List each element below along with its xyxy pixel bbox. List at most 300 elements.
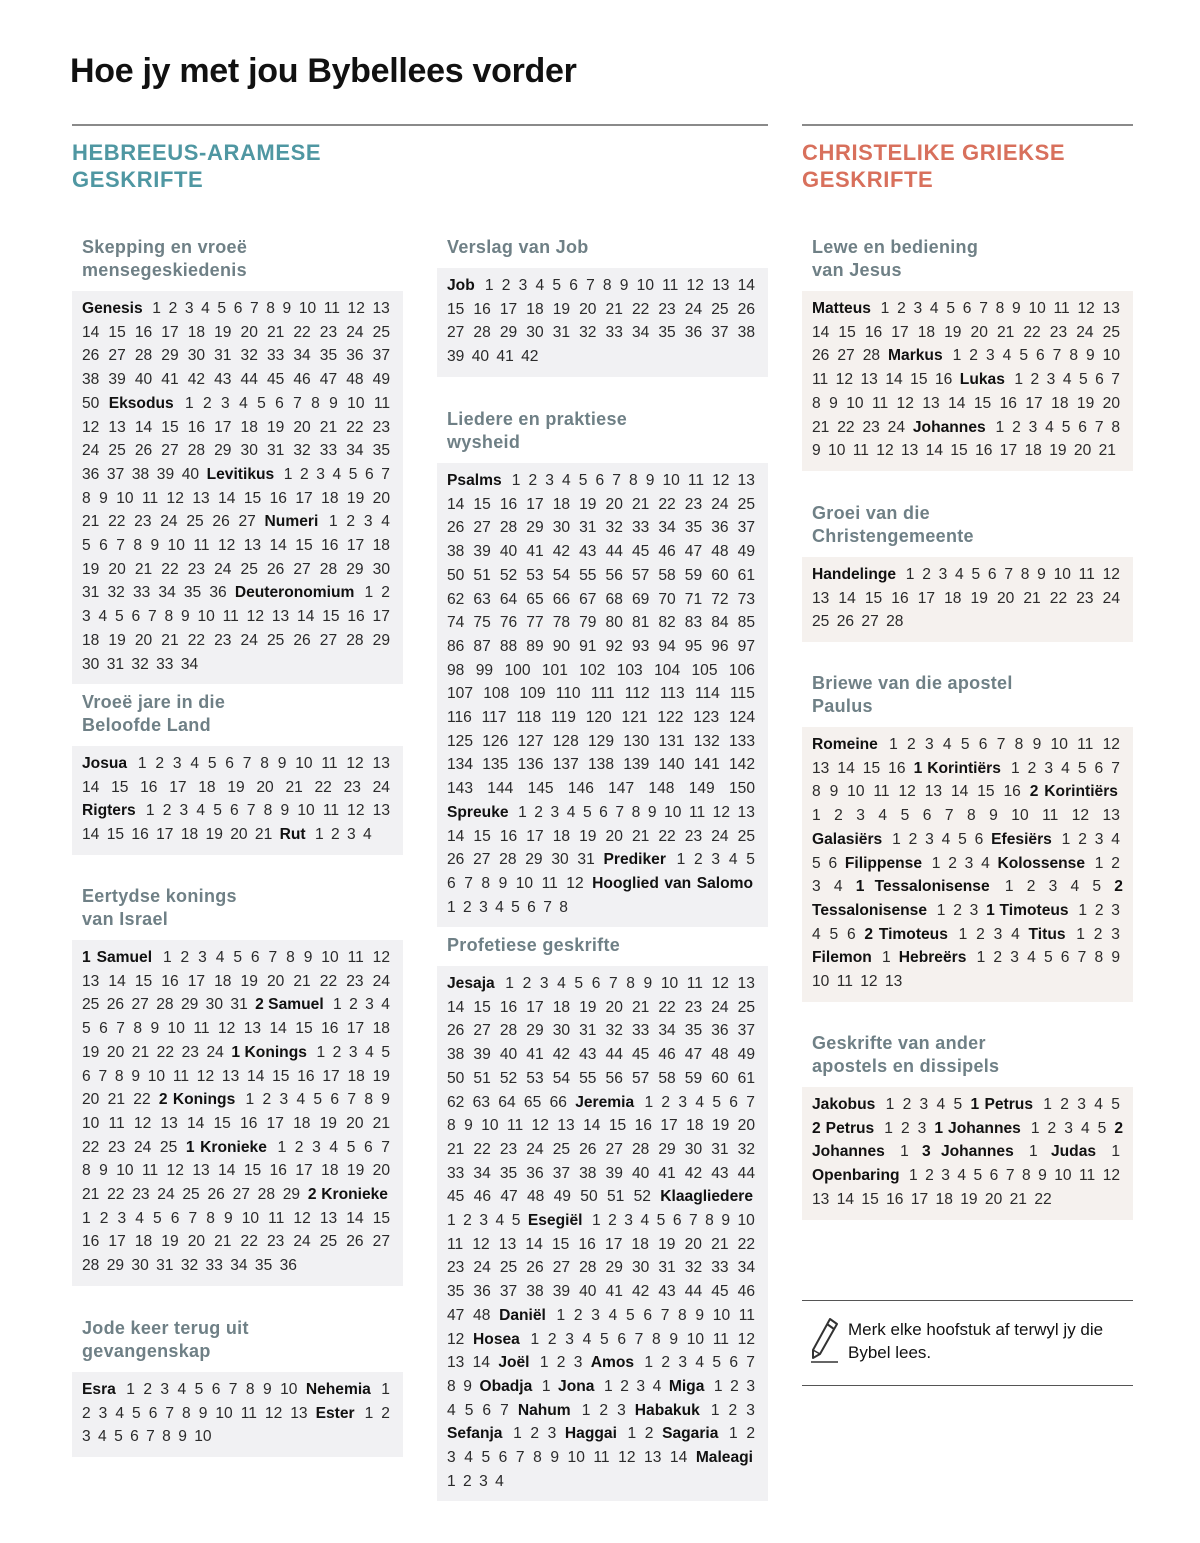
chapter-checkbox[interactable]: 10 (147, 1067, 166, 1085)
chapter-checkbox[interactable]: 3 (913, 300, 923, 317)
chapter-checkbox[interactable]: 6 (447, 874, 456, 892)
chapter-checkbox[interactable]: 45 (266, 371, 285, 389)
chapter-checkbox[interactable]: 4 (464, 1449, 473, 1467)
chapter-checkbox[interactable]: 4 (981, 854, 990, 872)
chapter-checkbox[interactable]: 2 (900, 1119, 910, 1137)
chapter-checkbox[interactable]: 19 (1076, 394, 1095, 412)
chapter-checkbox[interactable]: 7 (1052, 347, 1062, 365)
chapter-checkbox[interactable]: 22 (156, 1043, 175, 1061)
chapter-checkbox[interactable]: 45 (711, 1283, 729, 1301)
chapter-checkbox[interactable]: 5 (1078, 371, 1088, 389)
chapter-checkbox[interactable]: 13 (192, 1162, 210, 1180)
chapter-checkbox[interactable]: 2 (599, 1401, 609, 1419)
chapter-checkbox[interactable]: 75 (473, 614, 491, 632)
chapter-checkbox[interactable]: 11 (852, 442, 869, 460)
chapter-checkbox[interactable]: 21 (285, 778, 303, 796)
chapter-checkbox[interactable]: 48 (711, 1046, 729, 1064)
chapter-checkbox[interactable]: 28 (862, 347, 881, 365)
chapter-checkbox[interactable]: 1 (884, 1119, 893, 1137)
chapter-checkbox[interactable]: 47 (500, 1188, 518, 1206)
chapter-checkbox[interactable]: 17 (660, 1117, 678, 1135)
chapter-checkbox[interactable]: 98 (447, 661, 465, 679)
chapter-checkbox[interactable]: 8 (114, 1067, 124, 1085)
chapter-checkbox[interactable]: 22 (187, 631, 206, 649)
chapter-checkbox[interactable]: 3 (1064, 1119, 1073, 1137)
chapter-checkbox[interactable]: 1 (881, 949, 891, 967)
chapter-checkbox[interactable]: 36 (82, 465, 100, 483)
chapter-checkbox[interactable]: 31 (156, 1257, 174, 1275)
chapter-checkbox[interactable]: 54 (552, 1069, 571, 1087)
chapter-checkbox[interactable]: 31 (577, 851, 595, 869)
chapter-checkbox[interactable]: 125 (447, 732, 474, 750)
chapter-checkbox[interactable]: 12 (711, 975, 729, 992)
chapter-checkbox[interactable]: 6 (569, 277, 578, 294)
chapter-checkbox[interactable]: 8 (602, 277, 612, 294)
chapter-checkbox[interactable]: 21 (372, 1114, 391, 1132)
chapter-checkbox[interactable]: 12 (264, 1404, 283, 1422)
chapter-checkbox[interactable]: 78 (552, 614, 571, 632)
chapter-checkbox[interactable]: 9 (303, 949, 313, 966)
chapter-checkbox[interactable]: 15 (243, 489, 262, 507)
chapter-checkbox[interactable]: 2 (1012, 418, 1021, 436)
chapter-checkbox[interactable]: 41 (605, 1283, 623, 1301)
chapter-checkbox[interactable]: 35 (684, 519, 703, 537)
chapter-checkbox[interactable]: 36 (473, 1283, 491, 1301)
chapter-checkbox[interactable]: 5 (213, 802, 222, 820)
chapter-checkbox[interactable]: 4 (196, 802, 206, 820)
chapter-checkbox[interactable]: 86 (447, 637, 465, 655)
chapter-checkbox[interactable]: 19 (1049, 442, 1067, 460)
chapter-checkbox[interactable]: 1 (958, 925, 968, 943)
chapter-checkbox[interactable]: 1 (316, 1043, 326, 1061)
chapter-checkbox[interactable]: 97 (737, 637, 755, 655)
chapter-checkbox[interactable]: 16 (187, 418, 206, 436)
chapter-checkbox[interactable]: 63 (473, 590, 491, 608)
chapter-checkbox[interactable]: 2 (746, 1425, 755, 1443)
chapter-checkbox[interactable]: 30 (551, 851, 569, 869)
chapter-checkbox[interactable]: 72 (711, 590, 729, 608)
chapter-checkbox[interactable]: 13 (812, 759, 830, 777)
chapter-checkbox[interactable]: 27 (473, 1022, 491, 1040)
chapter-checkbox[interactable]: 17 (917, 589, 936, 607)
chapter-checkbox[interactable]: 25 (240, 560, 258, 578)
chapter-checkbox[interactable]: 2 (1111, 854, 1120, 872)
chapter-checkbox[interactable]: 14 (812, 323, 830, 341)
chapter-checkbox[interactable]: 7 (249, 300, 259, 317)
chapter-checkbox[interactable]: 149 (688, 780, 715, 798)
chapter-checkbox[interactable]: 4 (296, 1091, 306, 1109)
chapter-checkbox[interactable]: 3 (1048, 878, 1058, 896)
chapter-checkbox[interactable]: 6 (82, 1067, 91, 1085)
chapter-checkbox[interactable]: 30 (552, 519, 571, 537)
chapter-checkbox[interactable]: 24 (887, 418, 906, 436)
chapter-checkbox[interactable]: 10 (298, 300, 317, 317)
chapter-checkbox[interactable]: 20 (82, 1091, 100, 1109)
chapter-checkbox[interactable]: 10 (241, 1209, 260, 1227)
chapter-checkbox[interactable]: 8 (286, 949, 295, 966)
chapter-checkbox[interactable]: 18 (526, 300, 544, 318)
chapter-checkbox[interactable]: 41 (161, 371, 179, 389)
chapter-checkbox[interactable]: 5 (1043, 949, 1053, 967)
chapter-checkbox[interactable]: 3 (591, 1306, 600, 1324)
chapter-checkbox[interactable]: 18 (552, 998, 571, 1016)
chapter-checkbox[interactable]: 19 (711, 1117, 730, 1135)
chapter-checkbox[interactable]: 6 (599, 803, 608, 821)
chapter-checkbox[interactable]: 37 (737, 519, 755, 537)
chapter-checkbox[interactable]: 29 (605, 1259, 623, 1277)
chapter-checkbox[interactable]: 19 (227, 778, 245, 796)
chapter-checkbox[interactable]: 3 (447, 1449, 456, 1467)
chapter-checkbox[interactable]: 3 (993, 925, 1003, 943)
chapter-checkbox[interactable]: 24 (157, 1186, 175, 1204)
chapter-checkbox[interactable]: 25 (1102, 323, 1120, 341)
chapter-checkbox[interactable]: 13 (221, 1067, 240, 1085)
chapter-checkbox[interactable]: 2 (330, 826, 340, 844)
chapter-checkbox[interactable]: 5 (1111, 1096, 1120, 1113)
chapter-checkbox[interactable]: 6 (595, 472, 605, 489)
chapter-checkbox[interactable]: 142 (729, 756, 756, 774)
chapter-checkbox[interactable]: 5 (132, 1404, 141, 1422)
chapter-checkbox[interactable]: 2 (180, 949, 190, 966)
chapter-checkbox[interactable]: 8 (705, 1212, 714, 1230)
chapter-checkbox[interactable]: 6 (330, 1091, 340, 1109)
chapter-checkbox[interactable]: 10 (712, 1306, 731, 1324)
chapter-checkbox[interactable]: 56 (605, 1069, 623, 1087)
chapter-checkbox[interactable]: 38 (526, 1283, 544, 1301)
chapter-checkbox[interactable]: 3 (812, 878, 821, 896)
chapter-checkbox[interactable]: 2 (908, 830, 918, 848)
chapter-checkbox[interactable]: 8 (1021, 1167, 1031, 1185)
chapter-checkbox[interactable]: 47 (319, 371, 338, 389)
chapter-checkbox[interactable]: 10 (481, 1117, 499, 1135)
chapter-checkbox[interactable]: 3 (711, 851, 721, 869)
chapter-checkbox[interactable]: 50 (580, 1188, 598, 1206)
chapter-checkbox[interactable]: 12 (896, 394, 914, 412)
chapter-checkbox[interactable]: 3 (1046, 371, 1056, 389)
chapter-checkbox[interactable]: 39 (156, 465, 175, 483)
chapter-checkbox[interactable]: 96 (711, 637, 729, 655)
chapter-checkbox[interactable]: 6 (99, 1020, 108, 1038)
chapter-checkbox[interactable]: 1 (364, 1404, 374, 1422)
chapter-checkbox[interactable]: 7 (1111, 759, 1120, 777)
chapter-checkbox[interactable]: 5 (217, 300, 227, 317)
chapter-checkbox[interactable]: 1 (812, 807, 821, 825)
chapter-checkbox[interactable]: 10 (846, 394, 864, 412)
chapter-checkbox[interactable]: 18 (552, 495, 571, 513)
chapter-checkbox[interactable]: 60 (711, 566, 729, 584)
chapter-checkbox[interactable]: 30 (205, 996, 224, 1014)
chapter-checkbox[interactable]: 19 (82, 560, 100, 578)
chapter-checkbox[interactable]: 4 (957, 1167, 967, 1185)
chapter-checkbox[interactable]: 2 (463, 1472, 472, 1490)
chapter-checkbox[interactable]: 26 (526, 1259, 544, 1277)
chapter-checkbox[interactable]: 4 (929, 300, 939, 317)
chapter-checkbox[interactable]: 16 (297, 1067, 315, 1085)
chapter-checkbox[interactable]: 9 (150, 537, 160, 555)
chapter-checkbox[interactable]: 7 (500, 1401, 509, 1419)
chapter-checkbox[interactable]: 11 (1042, 807, 1059, 825)
chapter-checkbox[interactable]: 41 (658, 1164, 676, 1182)
chapter-checkbox[interactable]: 9 (1038, 1167, 1047, 1185)
chapter-checkbox[interactable]: 63 (472, 1093, 490, 1111)
chapter-checkbox[interactable]: 23 (346, 972, 364, 990)
chapter-checkbox[interactable]: 2 (976, 925, 985, 943)
chapter-checkbox[interactable]: 22 (658, 827, 676, 845)
chapter-checkbox[interactable]: 44 (605, 543, 623, 561)
chapter-checkbox[interactable]: 81 (631, 614, 650, 632)
chapter-checkbox[interactable]: 8 (966, 807, 976, 825)
chapter-checkbox[interactable]: 11 (141, 1162, 159, 1180)
chapter-checkbox[interactable]: 136 (517, 756, 544, 774)
chapter-checkbox[interactable]: 17 (295, 489, 313, 507)
chapter-checkbox[interactable]: 1 (447, 1212, 456, 1230)
chapter-checkbox[interactable]: 17 (161, 323, 179, 341)
chapter-checkbox[interactable]: 11 (686, 975, 703, 992)
chapter-checkbox[interactable]: 148 (648, 780, 675, 798)
chapter-checkbox[interactable]: 4 (495, 898, 504, 916)
chapter-checkbox[interactable]: 21 (1009, 1190, 1027, 1208)
chapter-checkbox[interactable]: 39 (552, 1283, 571, 1301)
chapter-checkbox[interactable]: 14 (82, 778, 100, 796)
chapter-checkbox[interactable]: 6 (846, 925, 856, 943)
chapter-checkbox[interactable]: 33 (266, 347, 285, 365)
chapter-checkbox[interactable]: 19 (108, 631, 126, 649)
chapter-checkbox[interactable]: 13 (319, 1209, 338, 1227)
chapter-checkbox[interactable]: 10 (280, 1381, 298, 1398)
chapter-checkbox[interactable]: 20 (984, 1190, 1003, 1208)
chapter-checkbox[interactable]: 5 (346, 1138, 356, 1156)
chapter-checkbox[interactable]: 138 (588, 756, 615, 774)
chapter-checkbox[interactable]: 2 (522, 975, 532, 992)
chapter-checkbox[interactable]: 24 (711, 495, 729, 513)
chapter-checkbox[interactable]: 15 (213, 1114, 231, 1132)
chapter-checkbox[interactable]: 11 (1077, 736, 1094, 753)
chapter-checkbox[interactable]: 14 (950, 783, 969, 801)
chapter-checkbox[interactable]: 8 (652, 1330, 661, 1348)
chapter-checkbox[interactable]: 6 (962, 300, 972, 317)
chapter-checkbox[interactable]: 18 (347, 1067, 365, 1085)
chapter-checkbox[interactable]: 13 (737, 472, 755, 489)
chapter-checkbox[interactable]: 4 (1011, 925, 1020, 943)
chapter-checkbox[interactable]: 12 (1102, 736, 1120, 753)
chapter-checkbox[interactable]: 23 (447, 1259, 465, 1277)
chapter-checkbox[interactable]: 21 (447, 1140, 465, 1158)
chapter-checkbox[interactable]: 4 (640, 1212, 650, 1230)
chapter-checkbox[interactable]: 7 (148, 608, 157, 626)
chapter-checkbox[interactable]: 18 (293, 1114, 311, 1132)
chapter-checkbox[interactable]: 28 (156, 996, 174, 1014)
chapter-checkbox[interactable]: 27 (447, 324, 465, 342)
chapter-checkbox[interactable]: 20 (684, 1235, 702, 1253)
chapter-checkbox[interactable]: 24 (133, 1138, 152, 1156)
chapter-checkbox[interactable]: 15 (473, 495, 491, 513)
chapter-checkbox[interactable]: 6 (922, 807, 932, 825)
chapter-checkbox[interactable]: 12 (217, 537, 236, 555)
chapter-checkbox[interactable]: 16 (269, 489, 287, 507)
chapter-checkbox[interactable]: 10 (1054, 1167, 1072, 1185)
chapter-checkbox[interactable]: 3 (919, 1096, 929, 1113)
chapter-checkbox[interactable]: 12 (447, 1330, 465, 1348)
chapter-checkbox[interactable]: 40 (579, 1283, 597, 1301)
chapter-checkbox[interactable]: 8 (1014, 736, 1024, 753)
chapter-checkbox[interactable]: 30 (552, 1022, 571, 1040)
chapter-checkbox[interactable]: 14 (108, 972, 126, 990)
chapter-checkbox[interactable]: 6 (482, 1401, 492, 1419)
chapter-checkbox[interactable]: 2 (381, 584, 390, 602)
chapter-checkbox[interactable]: 4 (936, 1096, 946, 1113)
chapter-checkbox[interactable]: 28 (579, 1259, 597, 1277)
chapter-checkbox[interactable]: 4 (177, 1381, 187, 1398)
chapter-checkbox[interactable]: 8 (995, 300, 1005, 317)
chapter-checkbox[interactable]: 13 (712, 277, 730, 294)
chapter-checkbox[interactable]: 10 (321, 949, 339, 966)
chapter-checkbox[interactable]: 37 (106, 465, 125, 483)
chapter-checkbox[interactable]: 16 (321, 537, 339, 555)
chapter-checkbox[interactable]: 9 (463, 1377, 472, 1395)
chapter-checkbox[interactable]: 35 (499, 1164, 518, 1182)
chapter-checkbox[interactable]: 5 (82, 1020, 91, 1038)
chapter-checkbox[interactable]: 9 (550, 1449, 559, 1467)
chapter-checkbox[interactable]: 21 (266, 323, 285, 341)
chapter-checkbox[interactable]: 5 (574, 975, 584, 992)
chapter-checkbox[interactable]: 16 (82, 1233, 100, 1251)
chapter-checkbox[interactable]: 25 (737, 495, 755, 513)
chapter-checkbox[interactable]: 2 (897, 300, 906, 317)
chapter-checkbox[interactable]: 21 (1098, 442, 1116, 460)
chapter-checkbox[interactable]: 3 (479, 898, 488, 916)
chapter-checkbox[interactable]: 21 (812, 418, 830, 436)
chapter-checkbox[interactable]: 3 (1028, 418, 1038, 436)
chapter-checkbox[interactable]: 19 (944, 323, 962, 341)
chapter-checkbox[interactable]: 50 (447, 1069, 465, 1087)
chapter-checkbox[interactable]: 7 (612, 472, 621, 489)
chapter-checkbox[interactable]: 31 (579, 519, 597, 537)
chapter-checkbox[interactable]: 13 (644, 1449, 662, 1467)
chapter-checkbox[interactable]: 7 (615, 803, 625, 821)
chapter-checkbox[interactable]: 1 (1076, 925, 1085, 943)
chapter-checkbox[interactable]: 6 (1095, 371, 1104, 389)
chapter-checkbox[interactable]: 18 (82, 631, 100, 649)
chapter-checkbox[interactable]: 140 (658, 756, 685, 774)
chapter-checkbox[interactable]: 123 (693, 709, 720, 727)
chapter-checkbox[interactable]: 5 (960, 736, 970, 753)
chapter-checkbox[interactable]: 3 (198, 949, 207, 966)
chapter-checkbox[interactable]: 24 (160, 513, 178, 531)
chapter-checkbox[interactable]: 37 (499, 1283, 518, 1301)
chapter-checkbox[interactable]: 20 (134, 631, 153, 649)
chapter-checkbox[interactable]: 3 (1077, 1096, 1086, 1113)
chapter-checkbox[interactable]: 13 (108, 418, 126, 436)
chapter-checkbox[interactable]: 15 (551, 1235, 570, 1253)
chapter-checkbox[interactable]: 12 (835, 371, 854, 389)
chapter-checkbox[interactable]: 23 (343, 778, 361, 796)
chapter-checkbox[interactable]: 15 (608, 1117, 627, 1135)
chapter-checkbox[interactable]: 26 (737, 300, 755, 318)
chapter-checkbox[interactable]: 1 (976, 949, 986, 967)
chapter-checkbox[interactable]: 16 (634, 1117, 652, 1135)
chapter-checkbox[interactable]: 43 (579, 1046, 597, 1064)
chapter-checkbox[interactable]: 1 (644, 1354, 654, 1372)
chapter-checkbox[interactable]: 17 (1025, 394, 1043, 412)
chapter-checkbox[interactable]: 24 (240, 631, 258, 649)
chapter-checkbox[interactable]: 6 (498, 1449, 508, 1467)
chapter-checkbox[interactable]: 5 (953, 1096, 963, 1113)
chapter-checkbox[interactable]: 1 (908, 1167, 918, 1185)
chapter-checkbox[interactable]: 14 (82, 323, 100, 341)
chapter-checkbox[interactable]: 17 (526, 827, 544, 845)
chapter-checkbox[interactable]: 2 (82, 1404, 91, 1422)
chapter-checkbox[interactable]: 73 (737, 590, 755, 608)
chapter-checkbox[interactable]: 40 (499, 1046, 518, 1064)
chapter-checkbox[interactable]: 47 (684, 1046, 703, 1064)
chapter-checkbox[interactable]: 7 (944, 807, 954, 825)
chapter-checkbox[interactable]: 8 (447, 1377, 456, 1395)
chapter-checkbox[interactable]: 3 (347, 826, 356, 844)
chapter-checkbox[interactable]: 9 (1086, 347, 1095, 365)
chapter-checkbox[interactable]: 32 (293, 442, 311, 460)
chapter-checkbox[interactable]: 20 (579, 300, 597, 318)
chapter-checkbox[interactable]: 41 (526, 1046, 544, 1064)
chapter-checkbox[interactable]: 4 (495, 1212, 505, 1230)
chapter-checkbox[interactable]: 20 (106, 1043, 125, 1061)
chapter-checkbox[interactable]: 33 (156, 655, 174, 673)
chapter-checkbox[interactable]: 92 (605, 637, 623, 655)
chapter-checkbox[interactable]: 23 (319, 323, 338, 341)
chapter-checkbox[interactable]: 32 (107, 584, 125, 602)
chapter-checkbox[interactable]: 11 (323, 300, 340, 317)
chapter-checkbox[interactable]: 6 (131, 608, 141, 626)
chapter-checkbox[interactable]: 27 (161, 442, 179, 460)
chapter-checkbox[interactable]: 1 (581, 1401, 591, 1419)
chapter-checkbox[interactable]: 21 (631, 495, 650, 513)
chapter-checkbox[interactable]: 17 (169, 778, 187, 796)
chapter-checkbox[interactable]: 28 (499, 1022, 518, 1040)
chapter-checkbox[interactable]: 3 (160, 1381, 170, 1398)
chapter-checkbox[interactable]: 6 (617, 1330, 626, 1348)
chapter-checkbox[interactable]: 26 (134, 442, 153, 460)
chapter-checkbox[interactable]: 3 (179, 802, 189, 820)
chapter-checkbox[interactable]: 15 (838, 323, 856, 341)
chapter-checkbox[interactable]: 4 (608, 1306, 618, 1324)
chapter-checkbox[interactable]: 22 (108, 513, 126, 531)
chapter-checkbox[interactable]: 18 (631, 1235, 649, 1253)
chapter-checkbox[interactable]: 1 (1043, 1096, 1052, 1113)
chapter-checkbox[interactable]: 70 (658, 590, 676, 608)
chapter-checkbox[interactable]: 3 (964, 854, 974, 872)
chapter-checkbox[interactable]: 53 (526, 566, 544, 584)
chapter-checkbox[interactable]: 8 (133, 1020, 143, 1038)
chapter-checkbox[interactable]: 52 (633, 1188, 651, 1206)
chapter-checkbox[interactable]: 18 (187, 323, 206, 341)
chapter-checkbox[interactable]: 13 (372, 300, 390, 317)
chapter-checkbox[interactable]: 7 (1094, 418, 1104, 436)
chapter-checkbox[interactable]: 1 (931, 854, 941, 872)
chapter-checkbox[interactable]: 3 (518, 277, 528, 294)
chapter-checkbox[interactable]: 3 (348, 1043, 358, 1061)
chapter-checkbox[interactable]: 28 (631, 1140, 650, 1158)
chapter-checkbox[interactable]: 16 (578, 1235, 596, 1253)
chapter-checkbox[interactable]: 1 (952, 347, 962, 365)
chapter-checkbox[interactable]: 5 (153, 1209, 162, 1227)
chapter-checkbox[interactable]: 2 (1094, 901, 1104, 919)
chapter-checkbox[interactable]: 20 (605, 495, 623, 513)
chapter-checkbox[interactable]: 31 (230, 996, 248, 1014)
chapter-checkbox[interactable]: 23 (187, 560, 206, 578)
chapter-checkbox[interactable]: 3 (746, 1377, 756, 1395)
chapter-checkbox[interactable]: 16 (886, 1190, 904, 1208)
chapter-checkbox[interactable]: 1 (556, 1306, 566, 1324)
chapter-checkbox[interactable]: 64 (498, 1093, 516, 1111)
